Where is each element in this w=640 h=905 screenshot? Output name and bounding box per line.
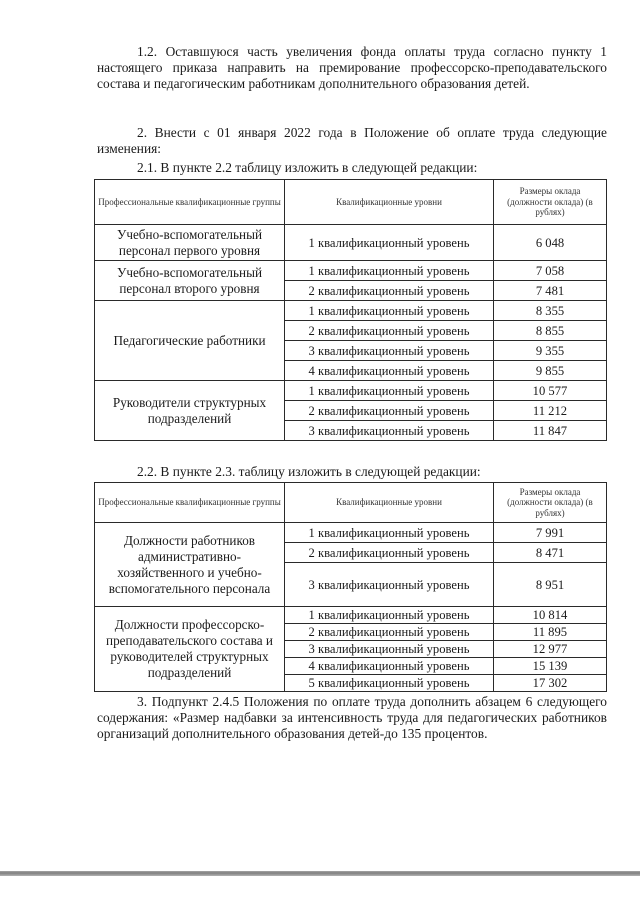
salary-cell: 6 048 <box>494 225 607 261</box>
group-name: Учебно-вспомогательный персонал первого уровня <box>95 225 285 261</box>
salary-cell: 8 951 <box>494 563 607 607</box>
salary-cell: 9 855 <box>494 361 607 381</box>
level-cell: 2 квалификационный уровень <box>285 281 494 301</box>
header-salary: Размеры оклада (должности оклада) (в рублях) <box>494 483 607 523</box>
header-group: Профессиональные квалификационные группы <box>95 180 285 225</box>
salary-cell: 11 847 <box>494 421 607 441</box>
level-cell: 5 квалификационный уровень <box>285 675 494 692</box>
level-cell: 4 квалификационный уровень <box>285 361 494 381</box>
salary-cell: 10 814 <box>494 607 607 624</box>
salary-cell: 11 895 <box>494 624 607 641</box>
header-level: Квалификационные уровни <box>285 180 494 225</box>
paragraph-2-2: 2.2. В пункте 2.3. таблицу изложить в следующей редакции: <box>137 464 481 479</box>
level-cell: 2 квалификационный уровень <box>285 543 494 563</box>
salary-cell: 8 471 <box>494 543 607 563</box>
salary-cell: 7 991 <box>494 523 607 543</box>
salary-cell: 15 139 <box>494 658 607 675</box>
paragraph-2-1: 2.1. В пункте 2.2 таблицу изложить в следующей редакции: <box>137 160 478 175</box>
salary-cell: 8 355 <box>494 301 607 321</box>
group-name: Должности работников административно-хозяйственного и учебно-вспомогательного персонала <box>95 523 285 607</box>
level-cell: 1 квалификационный уровень <box>285 301 494 321</box>
level-cell: 3 квалификационный уровень <box>285 641 494 658</box>
scan-edge-line <box>0 871 640 876</box>
level-cell: 3 квалификационный уровень <box>285 341 494 361</box>
level-cell: 2 квалификационный уровень <box>285 401 494 421</box>
salary-cell: 7 481 <box>494 281 607 301</box>
level-cell: 1 квалификационный уровень <box>285 381 494 401</box>
salary-cell: 11 212 <box>494 401 607 421</box>
salary-cell: 9 355 <box>494 341 607 361</box>
paragraph-1-2: 1.2. Оставшуюся часть увеличения фонда оплаты труда согласно пункту 1 настоящего приказа направить на премирование профессорско-преподавательского состава и педагогическим работникам дополнительного образования детей. <box>97 44 607 92</box>
level-cell: 4 квалификационный уровень <box>285 658 494 675</box>
level-cell: 1 квалификационный уровень <box>285 261 494 281</box>
header-level: Квалификационные уровни <box>285 483 494 523</box>
salary-cell: 8 855 <box>494 321 607 341</box>
group-name: Руководители структурных подразделений <box>95 381 285 441</box>
salary-table-1 <box>94 179 607 441</box>
header-salary: Размеры оклада (должности оклада) (в рублях) <box>494 180 607 225</box>
header-group: Профессиональные квалификационные группы <box>95 483 285 523</box>
salary-cell: 12 977 <box>494 641 607 658</box>
group-name: Должности профессорско-преподавательского состава и руководителей структурных подразделений <box>95 607 285 692</box>
salary-cell: 17 302 <box>494 675 607 692</box>
salary-cell: 10 577 <box>494 381 607 401</box>
group-name: Педагогические работники <box>95 301 285 381</box>
salary-table-2 <box>94 482 607 692</box>
level-cell: 3 квалификационный уровень <box>285 563 494 607</box>
level-cell: 2 квалификационный уровень <box>285 321 494 341</box>
level-cell: 3 квалификационный уровень <box>285 421 494 441</box>
level-cell: 1 квалификационный уровень <box>285 225 494 261</box>
paragraph-2: 2. Внести с 01 января 2022 года в Положение об оплате труда следующие изменения: <box>97 125 607 157</box>
paragraph-3: 3. Подпункт 2.4.5 Положения по оплате труда дополнить абзацем 6 следующего содержания: «Размер надбавки за интенсивность труда для педагогических работников организаций дополнительного образования детей-до 135 процентов. <box>97 694 607 742</box>
group-name: Учебно-вспомогательный персонал второго уровня <box>95 261 285 301</box>
salary-cell: 7 058 <box>494 261 607 281</box>
level-cell: 2 квалификационный уровень <box>285 624 494 641</box>
level-cell: 1 квалификационный уровень <box>285 523 494 543</box>
level-cell: 1 квалификационный уровень <box>285 607 494 624</box>
